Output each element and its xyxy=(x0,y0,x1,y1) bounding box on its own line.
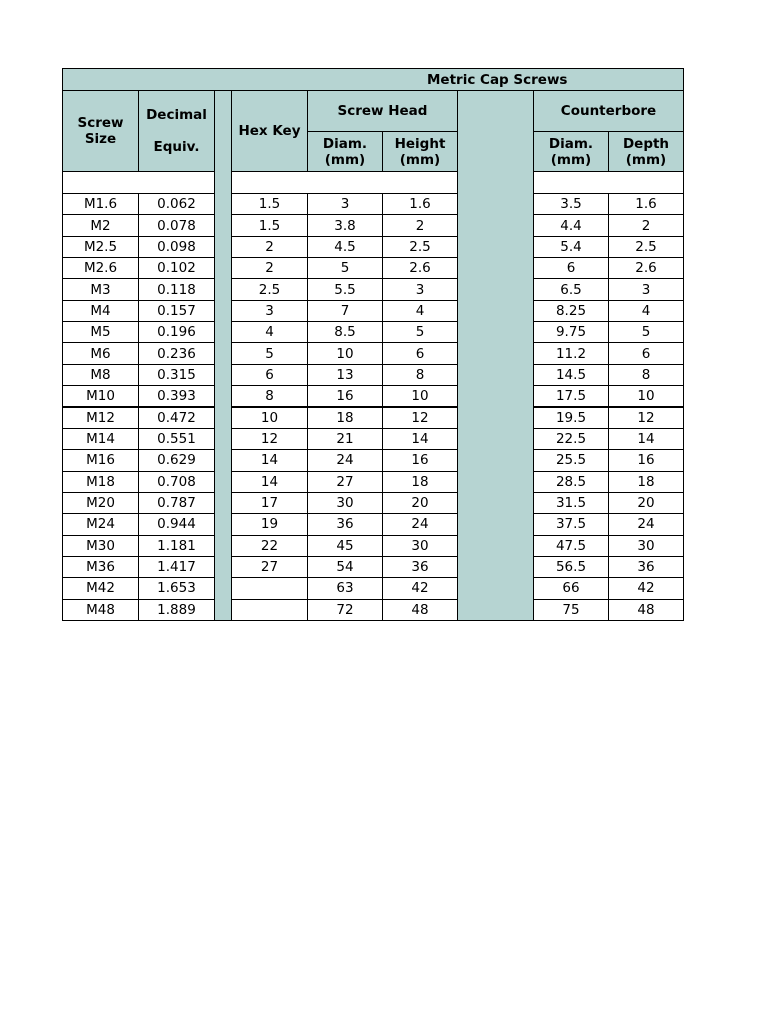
table-title-row xyxy=(62,68,684,91)
cell-decimal-equiv: 0.236 xyxy=(138,342,215,364)
cell-cb-depth: 14 xyxy=(608,428,684,450)
header-cb-diam-line1: Diam. xyxy=(548,135,594,152)
cell-cb-depth: 18 xyxy=(608,471,684,493)
cell-cb-diam: 14.5 xyxy=(533,364,609,386)
cell-cb-diam: 6 xyxy=(533,257,609,279)
cell-hex-key: 1.5 xyxy=(231,214,308,236)
cell-head-diam: 18 xyxy=(307,407,383,429)
header-decimal-line2: Equiv. xyxy=(153,139,200,155)
cell-head-height: 12 xyxy=(382,407,458,429)
cell-screw-size: M18 xyxy=(62,471,139,493)
blank-row-left xyxy=(62,171,215,194)
cell-screw-size: M2.6 xyxy=(62,257,139,279)
cell-cb-diam: 19.5 xyxy=(533,407,609,429)
cell-head-diam: 4.5 xyxy=(307,236,383,258)
cell-screw-size: M42 xyxy=(62,577,139,599)
cell-screw-size: M8 xyxy=(62,364,139,386)
cell-head-height: 6 xyxy=(382,342,458,364)
header-head-height-line1: Height xyxy=(394,135,446,152)
cell-head-height: 18 xyxy=(382,471,458,493)
cell-decimal-equiv: 0.393 xyxy=(138,385,215,407)
blank-row-mid xyxy=(231,171,458,194)
cell-hex-key: 2 xyxy=(231,257,308,279)
cell-head-diam: 16 xyxy=(307,385,383,407)
cell-cb-depth: 12 xyxy=(608,407,684,429)
cell-hex-key: 5 xyxy=(231,342,308,364)
cell-head-diam: 21 xyxy=(307,428,383,450)
header-cb-diam xyxy=(533,131,609,172)
cell-cb-depth: 16 xyxy=(608,449,684,471)
cell-cb-depth: 2.6 xyxy=(608,257,684,279)
cell-head-diam: 36 xyxy=(307,513,383,535)
cell-head-height: 16 xyxy=(382,449,458,471)
cell-cb-depth: 8 xyxy=(608,364,684,386)
cell-screw-size: M10 xyxy=(62,385,139,407)
cell-head-height: 10 xyxy=(382,385,458,407)
cell-screw-size: M14 xyxy=(62,428,139,450)
cell-decimal-equiv: 0.118 xyxy=(138,278,215,300)
cell-head-height: 8 xyxy=(382,364,458,386)
cell-decimal-equiv: 0.629 xyxy=(138,449,215,471)
cell-screw-size: M2.5 xyxy=(62,236,139,258)
cell-cb-depth: 5 xyxy=(608,321,684,343)
cell-decimal-equiv: 0.062 xyxy=(138,193,215,215)
cell-hex-key: 2.5 xyxy=(231,278,308,300)
cell-head-height: 36 xyxy=(382,556,458,578)
cell-hex-key: 14 xyxy=(231,471,308,493)
cell-screw-size: M4 xyxy=(62,300,139,322)
cell-head-diam: 5 xyxy=(307,257,383,279)
header-counterbore-label: Counterbore xyxy=(560,103,657,119)
cell-head-diam: 30 xyxy=(307,492,383,514)
cell-head-diam: 10 xyxy=(307,342,383,364)
cell-screw-size: M24 xyxy=(62,513,139,535)
cell-head-height: 3 xyxy=(382,278,458,300)
cell-head-height: 42 xyxy=(382,577,458,599)
spacer-column-left xyxy=(214,90,232,621)
cell-hex-key xyxy=(231,577,308,599)
cell-head-diam: 8.5 xyxy=(307,321,383,343)
cell-decimal-equiv: 0.078 xyxy=(138,214,215,236)
cell-decimal-equiv: 0.157 xyxy=(138,300,215,322)
cell-decimal-equiv: 1.889 xyxy=(138,599,215,621)
cell-cb-diam: 56.5 xyxy=(533,556,609,578)
cell-decimal-equiv: 0.102 xyxy=(138,257,215,279)
cell-cb-depth: 6 xyxy=(608,342,684,364)
cell-head-height: 1.6 xyxy=(382,193,458,215)
cell-head-height: 4 xyxy=(382,300,458,322)
cell-cb-depth: 36 xyxy=(608,556,684,578)
cell-screw-size: M5 xyxy=(62,321,139,343)
cell-head-diam: 13 xyxy=(307,364,383,386)
cell-cb-depth: 3 xyxy=(608,278,684,300)
cell-cb-depth: 1.6 xyxy=(608,193,684,215)
header-hex-key xyxy=(231,90,308,172)
cell-head-height: 24 xyxy=(382,513,458,535)
cell-decimal-equiv: 0.472 xyxy=(138,407,215,429)
cell-head-diam: 63 xyxy=(307,577,383,599)
cell-head-height: 14 xyxy=(382,428,458,450)
cell-screw-size: M48 xyxy=(62,599,139,621)
cell-hex-key: 8 xyxy=(231,385,308,407)
cell-cb-diam: 9.75 xyxy=(533,321,609,343)
header-screw-head xyxy=(307,90,458,132)
cell-screw-size: M3 xyxy=(62,278,139,300)
cell-cb-depth: 2 xyxy=(608,214,684,236)
cell-head-height: 2.6 xyxy=(382,257,458,279)
spacer-column-middle xyxy=(457,90,534,621)
cell-cb-depth: 2.5 xyxy=(608,236,684,258)
cell-screw-size: M36 xyxy=(62,556,139,578)
cell-head-diam: 5.5 xyxy=(307,278,383,300)
cell-head-height: 2.5 xyxy=(382,236,458,258)
cell-cb-diam: 66 xyxy=(533,577,609,599)
cell-hex-key: 14 xyxy=(231,449,308,471)
cell-decimal-equiv: 1.181 xyxy=(138,535,215,557)
header-cb-depth-line1: Depth xyxy=(622,135,670,152)
cell-decimal-equiv: 0.196 xyxy=(138,321,215,343)
cell-hex-key: 22 xyxy=(231,535,308,557)
cell-cb-depth: 20 xyxy=(608,492,684,514)
cell-screw-size: M6 xyxy=(62,342,139,364)
cell-decimal-equiv: 0.551 xyxy=(138,428,215,450)
cell-decimal-equiv: 0.944 xyxy=(138,513,215,535)
cell-cb-diam: 37.5 xyxy=(533,513,609,535)
cell-head-diam: 27 xyxy=(307,471,383,493)
cell-hex-key: 1.5 xyxy=(231,193,308,215)
cell-head-diam: 24 xyxy=(307,449,383,471)
cell-hex-key xyxy=(231,599,308,621)
cell-screw-size: M12 xyxy=(62,407,139,429)
cell-head-height: 20 xyxy=(382,492,458,514)
cell-screw-size: M1.6 xyxy=(62,193,139,215)
cell-head-diam: 3.8 xyxy=(307,214,383,236)
header-hex-key-label: Hex Key xyxy=(238,123,301,139)
header-counterbore xyxy=(533,90,684,132)
cell-cb-diam: 4.4 xyxy=(533,214,609,236)
cell-decimal-equiv: 1.417 xyxy=(138,556,215,578)
cell-head-height: 2 xyxy=(382,214,458,236)
cell-hex-key: 6 xyxy=(231,364,308,386)
cell-screw-size: M2 xyxy=(62,214,139,236)
cell-decimal-equiv: 0.708 xyxy=(138,471,215,493)
cell-cb-diam: 6.5 xyxy=(533,278,609,300)
header-screw-size xyxy=(62,90,139,172)
cell-head-diam: 3 xyxy=(307,193,383,215)
header-cb-diam-line2: (mm) xyxy=(550,151,592,168)
header-cb-depth-line2: (mm) xyxy=(625,151,667,168)
header-screw-head-label: Screw Head xyxy=(337,103,428,119)
cell-hex-key: 17 xyxy=(231,492,308,514)
header-decimal-equiv xyxy=(138,90,215,172)
header-head-height-line2: (mm) xyxy=(399,151,441,168)
cell-decimal-equiv: 1.653 xyxy=(138,577,215,599)
cell-cb-diam: 28.5 xyxy=(533,471,609,493)
cell-cb-diam: 22.5 xyxy=(533,428,609,450)
table-title: Metric Cap Screws xyxy=(427,71,568,88)
cell-head-height: 30 xyxy=(382,535,458,557)
cell-cb-depth: 30 xyxy=(608,535,684,557)
cell-cb-diam: 47.5 xyxy=(533,535,609,557)
cell-cb-depth: 42 xyxy=(608,577,684,599)
blank-row-right xyxy=(533,171,684,194)
cell-cb-diam: 31.5 xyxy=(533,492,609,514)
cell-cb-diam: 5.4 xyxy=(533,236,609,258)
cell-head-diam: 72 xyxy=(307,599,383,621)
cell-hex-key: 19 xyxy=(231,513,308,535)
header-head-diam-line2: (mm) xyxy=(324,151,366,168)
cell-cb-diam: 75 xyxy=(533,599,609,621)
cell-cb-depth: 24 xyxy=(608,513,684,535)
cell-head-diam: 7 xyxy=(307,300,383,322)
cell-cb-depth: 4 xyxy=(608,300,684,322)
header-screw-size-line2: Size xyxy=(84,131,117,147)
cell-screw-size: M16 xyxy=(62,449,139,471)
cell-cb-diam: 8.25 xyxy=(533,300,609,322)
cell-cb-diam: 17.5 xyxy=(533,385,609,407)
cell-cb-diam: 3.5 xyxy=(533,193,609,215)
cell-hex-key: 27 xyxy=(231,556,308,578)
header-head-height xyxy=(382,131,458,172)
header-decimal-line1: Decimal xyxy=(146,107,207,123)
cell-head-height: 48 xyxy=(382,599,458,621)
cell-cb-diam: 25.5 xyxy=(533,449,609,471)
cell-hex-key: 4 xyxy=(231,321,308,343)
cell-decimal-equiv: 0.098 xyxy=(138,236,215,258)
cell-cb-diam: 11.2 xyxy=(533,342,609,364)
cell-cb-depth: 48 xyxy=(608,599,684,621)
cell-decimal-equiv: 0.787 xyxy=(138,492,215,514)
header-screw-size-line1: Screw xyxy=(77,115,124,131)
cell-hex-key: 2 xyxy=(231,236,308,258)
header-cb-depth xyxy=(608,131,684,172)
cell-screw-size: M20 xyxy=(62,492,139,514)
cell-head-diam: 45 xyxy=(307,535,383,557)
cell-screw-size: M30 xyxy=(62,535,139,557)
cell-hex-key: 3 xyxy=(231,300,308,322)
cell-cb-depth: 10 xyxy=(608,385,684,407)
cell-head-height: 5 xyxy=(382,321,458,343)
cell-head-diam: 54 xyxy=(307,556,383,578)
cell-decimal-equiv: 0.315 xyxy=(138,364,215,386)
cell-hex-key: 12 xyxy=(231,428,308,450)
cell-hex-key: 10 xyxy=(231,407,308,429)
header-head-diam-line1: Diam. xyxy=(322,135,368,152)
header-head-diam xyxy=(307,131,383,172)
